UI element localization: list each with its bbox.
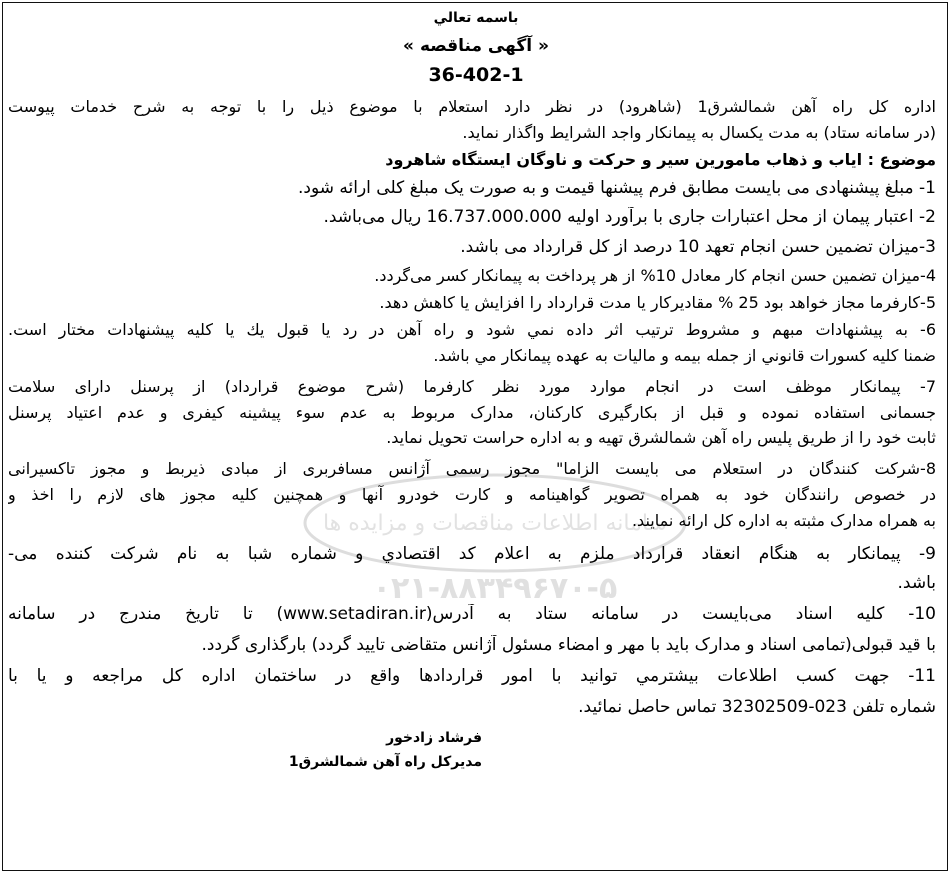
line-subject: موضوع : ایاب و ذهاب مامورین سیر و حرکت و ناوگان ایستگاه شاهرود (385, 150, 936, 169)
notice-title: « آگهی مناقصه » (403, 36, 549, 56)
line-item-7b: جسمانی استفاده نموده و قبل از بکارگیری کارکنان، مدارک مربوط به عدم سوء پیشینه کیفری و عدم اعتیاد پرسنل (8, 403, 936, 422)
watermark-line1: سامانه اطلاعات مناقصات و مزایده ها (322, 511, 668, 536)
line-item-7c: ثابت خود را از طریق پلیس راه آهن شمالشرق تهیه و به اداره حراست تحویل نماید. (386, 428, 936, 447)
line-item-6a: 6- به پیشنهادات مبهم و مشروط ترتیب اثر داده نمي شود و راه آهن در رد يا قبول يك يا كليه پيشنهادات مختار است. (8, 320, 936, 339)
signatory-position: مدیرکل راه آهن شمالشرق1 (288, 754, 482, 770)
line-item-6b: ضمنا كليه كسورات قانوني از جمله بيمه و ماليات به عهده پيمانكار مي باشد. (433, 346, 936, 365)
line-item-4: 4-میزان تضمین حسن انجام کار معادل 10% از هر پرداخت به پیمانکار کسر می‌گردد. (374, 266, 936, 285)
basmala: باسمه تعالي (433, 10, 519, 26)
line-intro-2: (در سامانه ستاد) به مدت یکسال به پیمانکار واجد الشرایط واگذار نماید. (462, 123, 936, 142)
line-item-9a: 9- پیمانکار به هنگام انعقاد قرارداد ملزم به اعلام کد اقتصادي و شماره شبا به نام شرکت کننده می- (8, 544, 936, 564)
signatory-name: فرشاد زادخور (386, 730, 482, 746)
notice-number: 36-402-1 (428, 64, 524, 86)
line-item-8b: در خصوص رانندگان خود به همراه تصویر گواهینامه و کارت خودرو آنها و همچنین کلیه مجوز های لازم را اخذ و (8, 485, 936, 504)
line-item-8c: به همراه مدارک مثبته به اداره کل ارائه نمایند. (631, 511, 936, 530)
line-item-10b: با قید قبولی(تمامی اسناد و مدارک باید با مهر و امضاء مسئول آژانس متقاضی تایید گردد) بارگذاری گردد. (201, 635, 936, 655)
line-item-9b: باشد. (897, 573, 936, 593)
line-intro-1: اداره کل راه آهن شمالشرق1 (شاهرود) در نظر دارد استعلام با موضوع ذیل را با توجه به شرح خدمات پیوست (8, 97, 936, 116)
line-item-11b: شماره تلفن 023-32302509 تماس حاصل نمائيد. (578, 697, 936, 717)
line-item-2: 2- اعتبار پیمان از محل اعتبارات جاری با برآورد اولیه 16.737.000.000 ریال می‌باشد. (323, 207, 936, 227)
line-item-5: 5-کارفرما مجاز خواهد بود 25 % مقادیرکار یا مدت قرارداد را افزایش یا کاهش دهد. (379, 293, 936, 312)
line-item-1: 1- مبلغ پیشنهادی می بایست مطابق فرم پیشنها قیمت و به صورت یک مبلغ کلی ارائه شود. (297, 178, 936, 198)
line-item-11a: 11- جهت کسب اطلاعات بيشترمي توانيد با امور قراردادها واقع در ساختمان اداره کل مراجعه و يا با (8, 666, 936, 686)
line-item-3: 3-میزان تضمین حسن انجام تعهد 10 درصد از کل قرارداد می باشد. (460, 237, 936, 257)
line-item-7a: 7- پیمانکار موظف است در انجام موارد مورد نظر کارفرما (شرح موضوع قرارداد) از پرسنل دارای سلامت (8, 377, 936, 396)
line-item-10a: 10- کلیه اسناد می‌بایست در سامانه ستاد به آدرس(www.setadiran.ir) تا تاریخ مندرج در سامانه (8, 604, 936, 624)
watermark-phone: ۰۲۱-۸۸۳۴۹۶۷۰-۵ (372, 571, 618, 606)
line-item-8a: 8-شرکت کنندگان در استعلام می بایست الزاما" مجوز رسمی آژانس مسافربری از مبادی ذیربط و مجوز تاکسیرانی (8, 459, 936, 478)
